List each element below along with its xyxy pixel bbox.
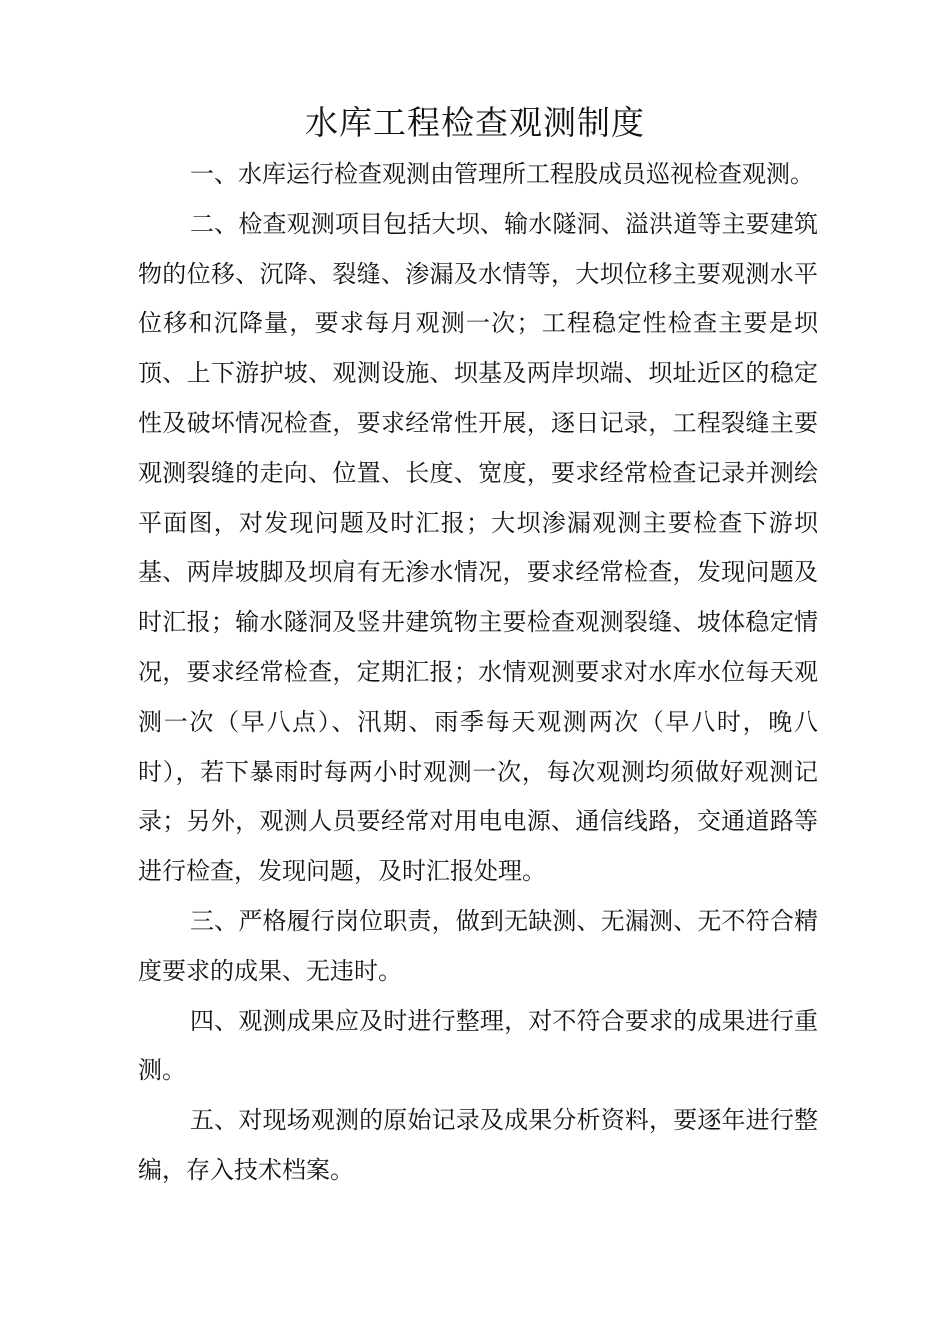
paragraph-4: 四、观测成果应及时进行整理，对不符合要求的成果进行重测。 (138, 1006, 818, 1085)
document-body (138, 150, 818, 1196)
paragraph-2: 二、检查观测项目包括大坝、输水隧洞、溢洪道等主要建筑物的位移、沉降、裂缝、渗漏及水情等，大坝位移主要观测水平位移和沉降量，要求每月观测一次；工程稳定性检查主要是坝顶、上下游护坡、观测设施、坝基及两岸坝端、坝址近区的稳定性及破坏情况检查，要求经常性开展，逐日记录，工程裂缝主要观测裂缝的走向、位置、长度、宽度，要求经常检查记录并测绘平面图，对发现问题及时汇报；大坝渗漏观测主要检查下游坝基、两岸坡脚及坝肩有无渗水情况，要求经常检查，发现问题及时汇报；输水隧洞及竖井建筑物主要检查观测裂缝、坡体稳定情况，要求经常检查，定期汇报；水情观测要求对水库水位每天观测一次（早八点）、汛期、雨季每天观测两次（早八时，晚八时），若下暴雨时每两小时观测一次，每次观测均须做好观测记录；另外，观测人员要经常对用电电源、通信线路，交通道路等进行检查，发现问题，及时汇报处理。 (138, 209, 818, 886)
paragraph-3: 三、严格履行岗位职责，做到无缺测、无漏测、无不符合精度要求的成果、无违时。 (138, 906, 818, 985)
paragraph-1: 一、水库运行检查观测由管理所工程股成员巡视检查观测。 (190, 160, 814, 188)
paragraph-5: 五、对现场观测的原始记录及成果分析资料，要逐年进行整编，存入技术档案。 (138, 1106, 818, 1184)
document-title: 水库工程检查观测制度 (305, 103, 645, 142)
